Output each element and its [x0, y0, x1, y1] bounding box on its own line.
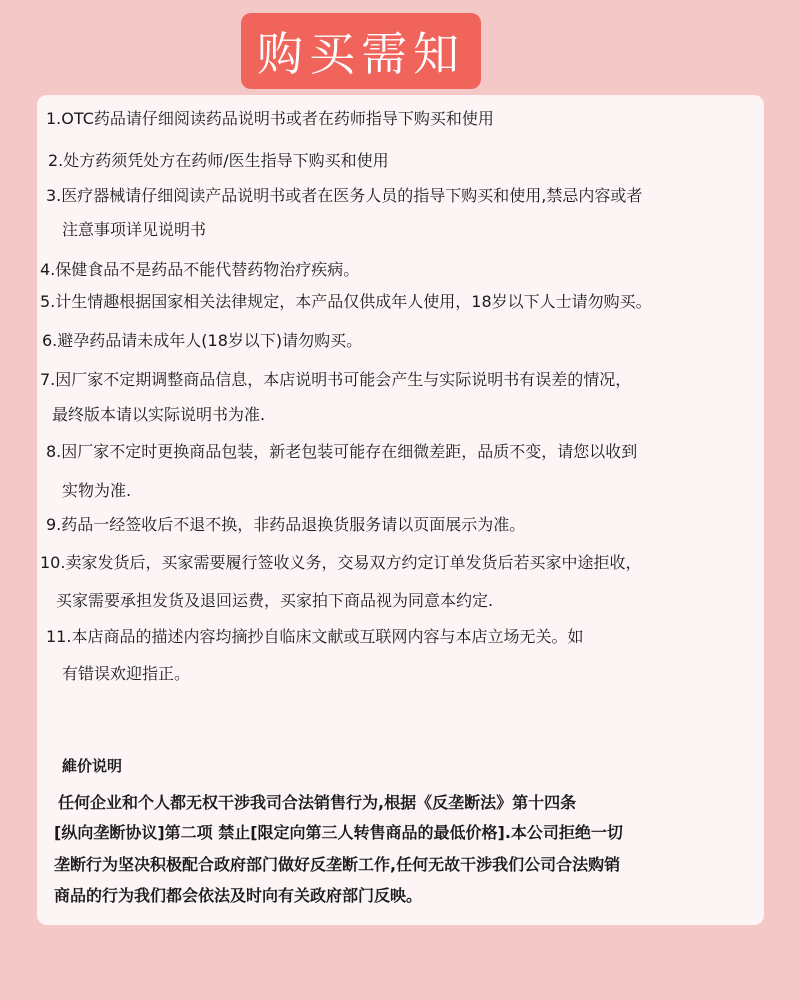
notice-item-8-cont: 实物为准. — [62, 481, 132, 500]
notice-item-7-cont: 最终版本请以实际说明书为准. — [52, 405, 266, 424]
notice-item-7: 7.因厂家不定期调整商品信息，本店说明书可能会产生与实际说明书有误差的情况， — [40, 370, 632, 389]
price-line-3: 垄断行为坚决积极配合政府部门做好反垄断工作,任何无故干涉我们公司合法购销 — [54, 855, 621, 874]
notice-item-1: 1.OTC药品请仔细阅读药品说明书或者在药师指导下购买和使用 — [46, 109, 494, 128]
notice-item-6: 6.避孕药品请未成年人(18岁以下)请勿购买。 — [42, 331, 363, 350]
price-heading: 維价说明 — [62, 757, 123, 775]
notice-item-3: 3.医疗器械请仔细阅读产品说明书或者在医务人员的指导下购买和使用,禁忌内容或者 — [46, 186, 643, 205]
notice-item-2: 2.处方药须凭处方在药师/医生指导下购买和使用 — [48, 151, 389, 170]
price-line-4: 商品的行为我们都会依法及时向有关政府部门反映。 — [54, 886, 423, 905]
notice-item-10: 10.卖家发货后，买家需要履行签收义务，交易双方约定订单发货后若买家中途拒收， — [40, 553, 642, 572]
notice-item-4: 4.保健食品不是药品不能代替药物治疗疾病。 — [40, 260, 360, 279]
notice-item-8: 8.因厂家不定时更换商品包装，新老包装可能存在细微差距，品质不变，请您以收到 — [46, 442, 638, 461]
notice-item-9: 9.药品一经签收后不退不换，非药品退换货服务请以页面展示为准。 — [46, 515, 526, 534]
notice-item-10-cont: 买家需要承担发货及退回运费，买家拍下商品视为同意本约定. — [56, 591, 494, 610]
price-line-2: [纵向垄断协议]第二项 禁止[限定向第三人转售商品的最低价格].本公司拒绝一切 — [54, 823, 623, 842]
notice-item-11: 11.本店商品的描述内容均摘抄自临床文献或互联网内容与本店立场无关。如 — [46, 627, 584, 646]
page-title: 购买需知 — [241, 13, 481, 89]
notice-item-11-cont: 有错误欢迎指正。 — [62, 664, 191, 683]
notice-item-5: 5.计生情趣根据国家相关法律规定，本产品仅供成年人使用，18岁以下人士请勿购买。 — [40, 292, 652, 311]
price-line-1: 任何企业和个人都无权干涉我司合法销售行为,根据《反垄断法》第十四条 — [58, 793, 577, 812]
notice-item-3-cont: 注意事项详见说明书 — [62, 220, 207, 239]
